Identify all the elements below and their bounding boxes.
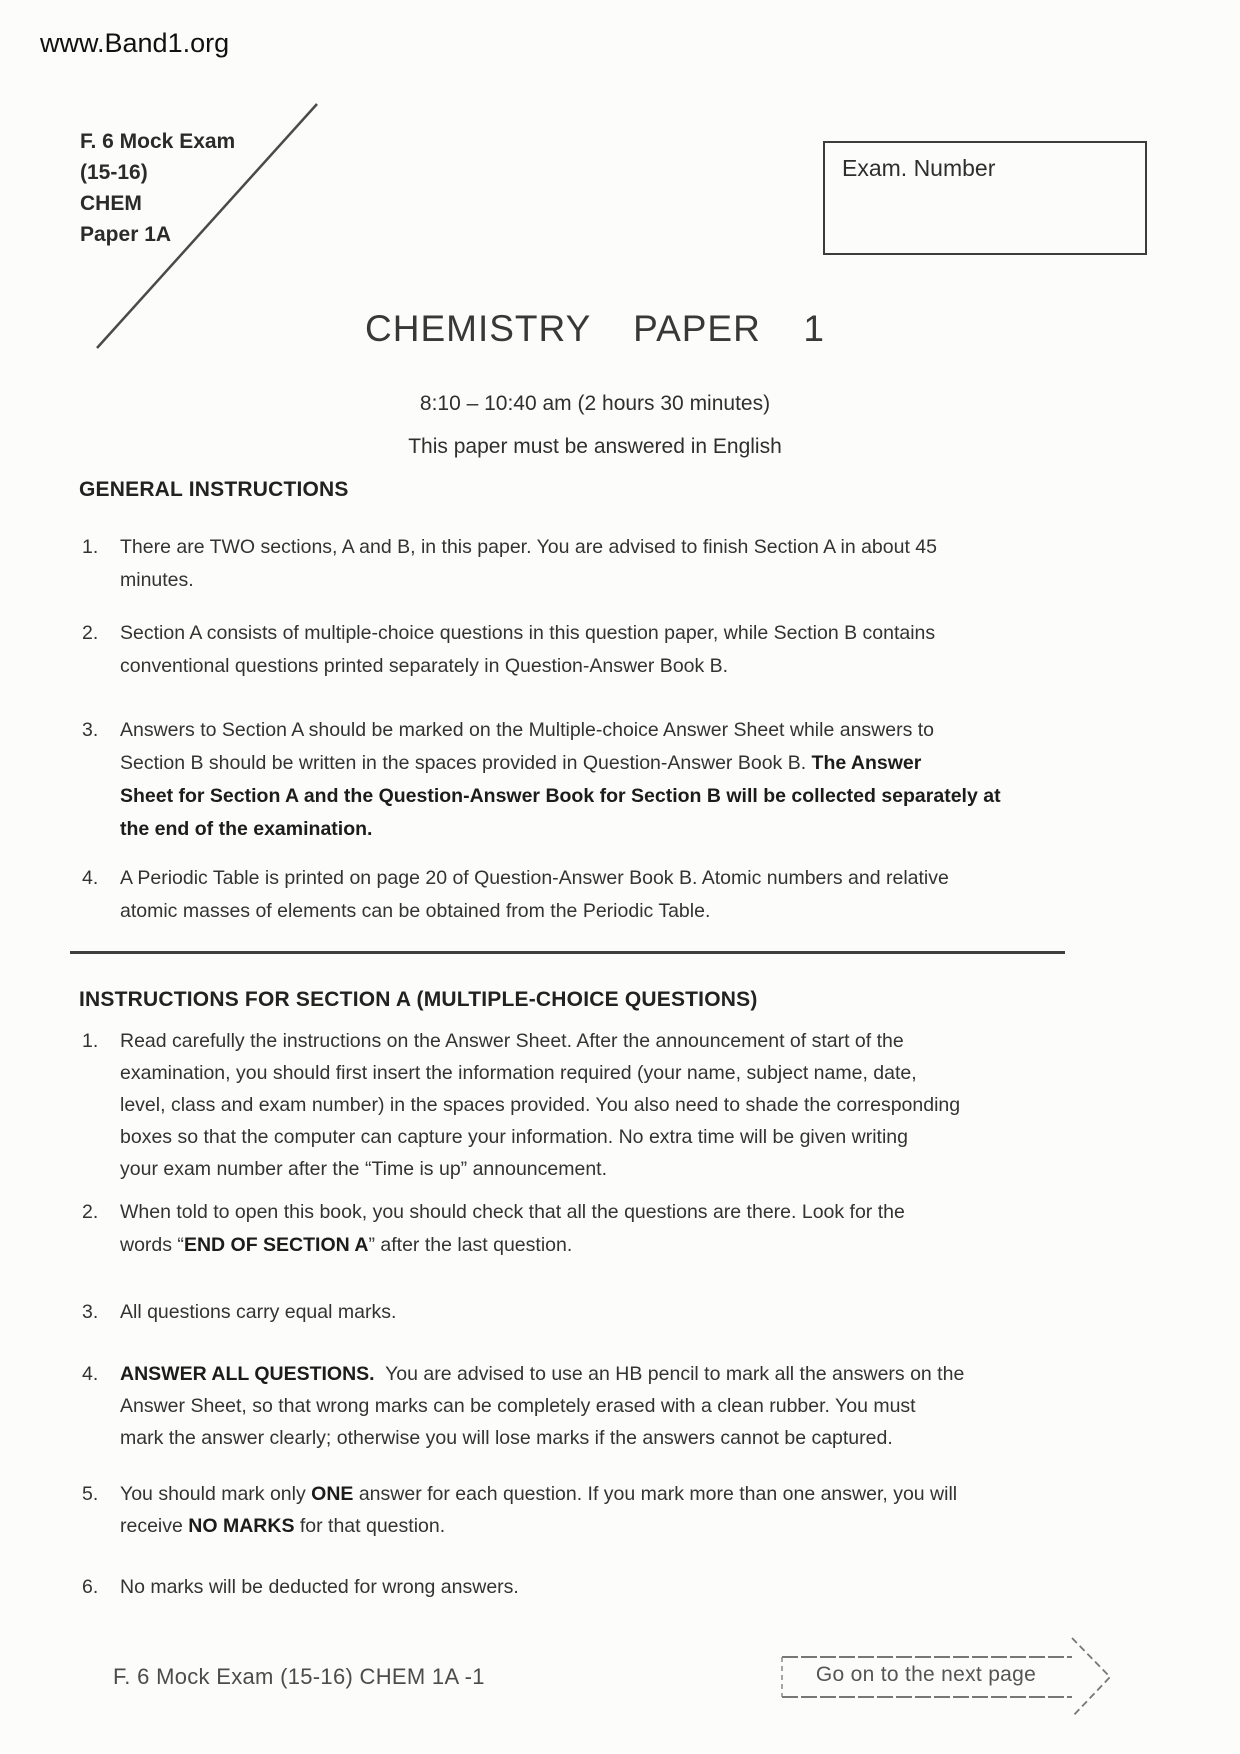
item-number: 2. [82, 622, 99, 644]
exam-number-label: Exam. Number [842, 155, 996, 181]
instruction-item [82, 531, 1162, 597]
item-number: 1. [82, 536, 99, 558]
instruction-item [82, 1571, 1162, 1604]
instruction-item [82, 1025, 1162, 1185]
session-time: 8:10 – 10:40 am (2 hours 30 minutes) [419, 392, 771, 415]
instruction-item [82, 1478, 1162, 1542]
item-text: There are TWO sections, A and B, in this paper. You are advised to finish Section A in about 45 minutes. [120, 536, 937, 591]
item-text: Read carefully the instructions on the Answer Sheet. After the announcement of start of the examination, you should first insert the information required (your name, subject name, date, level, class and exam number) in the spaces provided. You also need to shade the corresponding boxes so that the computer can capture your information. No extra time will be given writing your exam number after the “Time is up” announcement. [120, 1030, 961, 1180]
corner-label-line: F. 6 Mock Exam [80, 130, 236, 153]
site-watermark: www.Band1.org [40, 28, 230, 58]
item-text: Section A consists of multiple-choice questions in this question paper, while Section B contains conventional questions printed separately in Question-Answer Book B. [120, 622, 936, 677]
footer-page-label: F. 6 Mock Exam (15-16) CHEM 1A -1 [113, 1664, 485, 1689]
corner-label-line: Paper 1A [80, 223, 172, 246]
corner-label-line: CHEM [80, 192, 142, 215]
instruction-item [82, 1358, 1162, 1454]
section-divider-rule [70, 951, 1065, 954]
item-text: ANSWER ALL QUESTIONS. You are advised to use an HB pencil to mark all the answers on the Answer Sheet, so that wrong marks can be completely erased with a clean rubber. You must mark the answer clearly; otherwise you will lose marks if the answers cannot be captured. [120, 1363, 965, 1449]
item-number: 3. [82, 1301, 99, 1323]
item-text: No marks will be deducted for wrong answers. [120, 1576, 519, 1598]
item-number: 3. [82, 719, 99, 741]
item-number: 1. [82, 1030, 99, 1052]
exam-number-box [823, 141, 1147, 255]
general-instructions-heading: GENERAL INSTRUCTIONS [79, 478, 349, 501]
item-text: A Periodic Table is printed on page 20 of Question-Answer Book B. Atomic numbers and relative atomic masses of elements can be obtained from the Periodic Table. [120, 867, 949, 922]
item-number: 5. [82, 1483, 99, 1505]
item-number: 4. [82, 1363, 99, 1385]
item-text: All questions carry equal marks. [120, 1301, 397, 1323]
item-number: 6. [82, 1576, 99, 1598]
item-number: 2. [82, 1201, 99, 1223]
language-note: This paper must be answered in English [408, 435, 782, 458]
instruction-item [82, 714, 1162, 846]
next-page-label: Go on to the next page [815, 1663, 1037, 1686]
item-number: 4. [82, 867, 99, 889]
item-text: When told to open this book, you should check that all the questions are there. Look for the words “END OF SECTION A” after the last question. [120, 1201, 905, 1256]
item-text: You should mark only ONE answer for each question. If you mark more than one answer, you will receive NO MARKS for that question. [120, 1483, 958, 1537]
instruction-item [82, 862, 1162, 928]
instruction-item [82, 1196, 1162, 1262]
item-text: Answers to Section A should be marked on the Multiple-choice Answer Sheet while answers to Section B should be written in the spaces provided in Question-Answer Book B. The Answer Sheet for Section A and the Question-Answer Book for Section B will be collected separately at the end of the examination. [120, 719, 1001, 840]
corner-label-line: (15-16) [80, 161, 148, 184]
instruction-item [82, 617, 1162, 683]
instruction-item [82, 1296, 1162, 1329]
page-title: CHEMISTRY PAPER 1 [365, 308, 825, 349]
section-a-instructions-heading: INSTRUCTIONS FOR SECTION A (MULTIPLE-CHOICE QUESTIONS) [79, 988, 758, 1011]
